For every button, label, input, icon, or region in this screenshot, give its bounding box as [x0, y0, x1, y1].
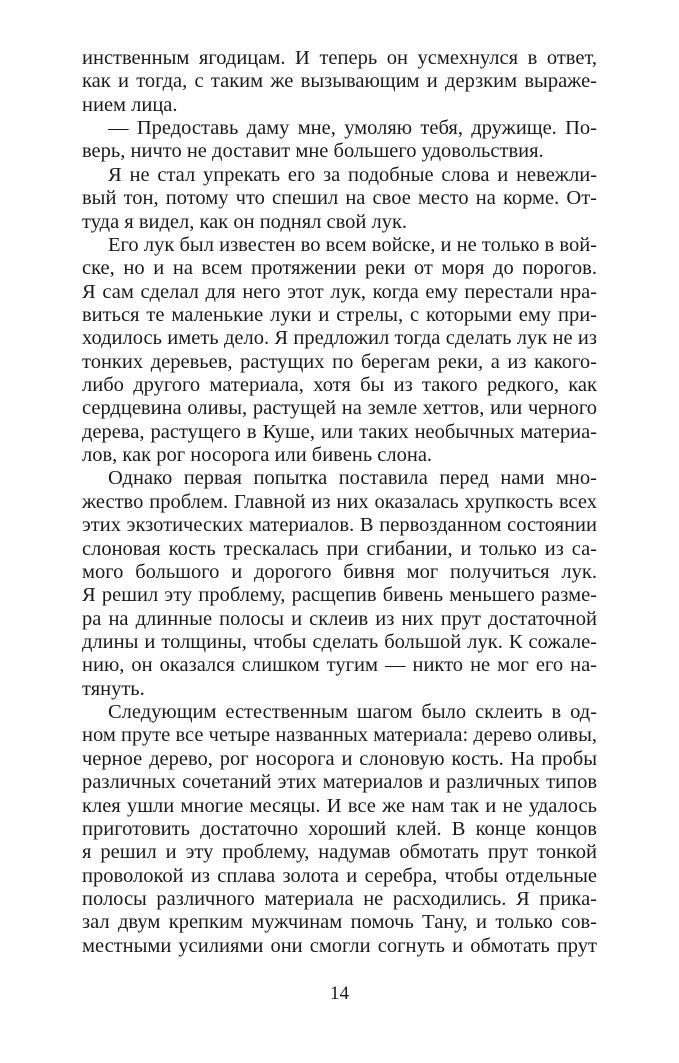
paragraph — [82, 117, 597, 164]
text-line: лов, как рог носорога или бивень слона. — [82, 444, 433, 467]
text-line: клея ушли многие месяцы. И все же нам так и не удалось — [82, 794, 597, 817]
page-number: 14 — [330, 983, 349, 1004]
text-line: сердцевина оливы, растущей на земле хеттов, или черного — [82, 397, 597, 420]
text-line: верь, ничто не доставит мне большего удовольствия. — [82, 140, 544, 163]
text-line: либо другого материала, хотя бы из такого редкого, как — [82, 374, 597, 397]
paragraph — [82, 701, 597, 958]
text-line: полосы различного материала не расходились. Я прика- — [82, 887, 597, 910]
text-line: виться те маленькие луки и стрелы, с которыми ему при- — [82, 303, 597, 326]
text-line: тонких деревьев, растущих по берегам реки, а из какого- — [82, 350, 597, 373]
text-line: приготовить достаточно хороший клей. В конце концов — [82, 817, 597, 840]
text-line: черное дерево, рог носорога и слоновую кость. На пробы — [82, 747, 597, 770]
text-line: местными усилиями они смогли согнуть и обмотать прут — [82, 934, 597, 957]
text-line: нием лица. — [82, 93, 178, 116]
text-line: ходилось иметь дело. Я предложил тогда сделать лук не из — [82, 327, 597, 350]
text-line: Я сам сделал для него этот лук, когда ему перестали нра- — [82, 280, 597, 303]
text-line: этих экзотических материалов. В первозданном состоянии — [82, 514, 597, 537]
text-line: Я решил эту проблему, расщепив бивень меньшего разме- — [82, 584, 597, 607]
paragraph — [82, 467, 597, 701]
text-line: я решил и эту проблему, надумав обмотать прут тонкой — [82, 841, 597, 864]
paragraph — [82, 164, 597, 234]
text-line: Я не стал упрекать его за подобные слова и невежли- — [108, 163, 597, 186]
text-line: зал двум крепким мужчинам помочь Тану, и только сов- — [82, 911, 597, 934]
text-line: тянуть. — [82, 677, 145, 700]
text-line: мого большого и дорогого бивня мог получиться лук. — [82, 560, 597, 583]
text-line: дерева, растущего в Куше, или таких необычных материа- — [82, 420, 597, 443]
text-line: вый тон, потому что спешил на свое место на корме. От- — [82, 187, 597, 210]
text-line: длины и толщины, чтобы сделать большой лук. К сожале- — [82, 630, 597, 653]
text-line: ра на длинные полосы и склеив из них прут достаточной — [82, 607, 597, 630]
text-line: жество проблем. Главной из них оказалась хрупкость всех — [82, 490, 597, 513]
text-line: проволокой из сплава золота и серебра, чтобы отдельные — [82, 864, 597, 887]
page-body-text — [82, 47, 597, 958]
text-line: ске, но и на всем протяжении реки от моря до порогов. — [82, 257, 597, 280]
text-line: туда я видел, как он поднял свой лук. — [82, 210, 408, 233]
text-line: Его лук был известен во всем войске, и не только в вой- — [108, 233, 597, 256]
text-line: инственным ягодицам. И теперь он усмехнулся в ответ, — [82, 47, 597, 69]
paragraph — [82, 47, 597, 117]
text-line: Однако первая попытка поставила перед нами мно- — [108, 467, 597, 490]
text-line: как и тогда, с таким же вызывающим и дерзким выраже- — [82, 70, 597, 93]
text-line: Следующим естественным шагом было склеить в од- — [108, 701, 597, 724]
paragraph — [82, 234, 597, 468]
text-line: нию, он оказался слишком тугим — никто не мог его на- — [82, 654, 597, 677]
text-line: слоновая кость трескалась при сгибании, и только из са- — [82, 537, 597, 560]
text-line: ном пруте все четыре названных материала: дерево оливы, — [82, 724, 597, 747]
text-line: — Предоставь даму мне, умоляю тебя, дружище. По- — [108, 117, 597, 140]
text-line: различных сочетаний этих материалов и различных типов — [82, 771, 597, 794]
